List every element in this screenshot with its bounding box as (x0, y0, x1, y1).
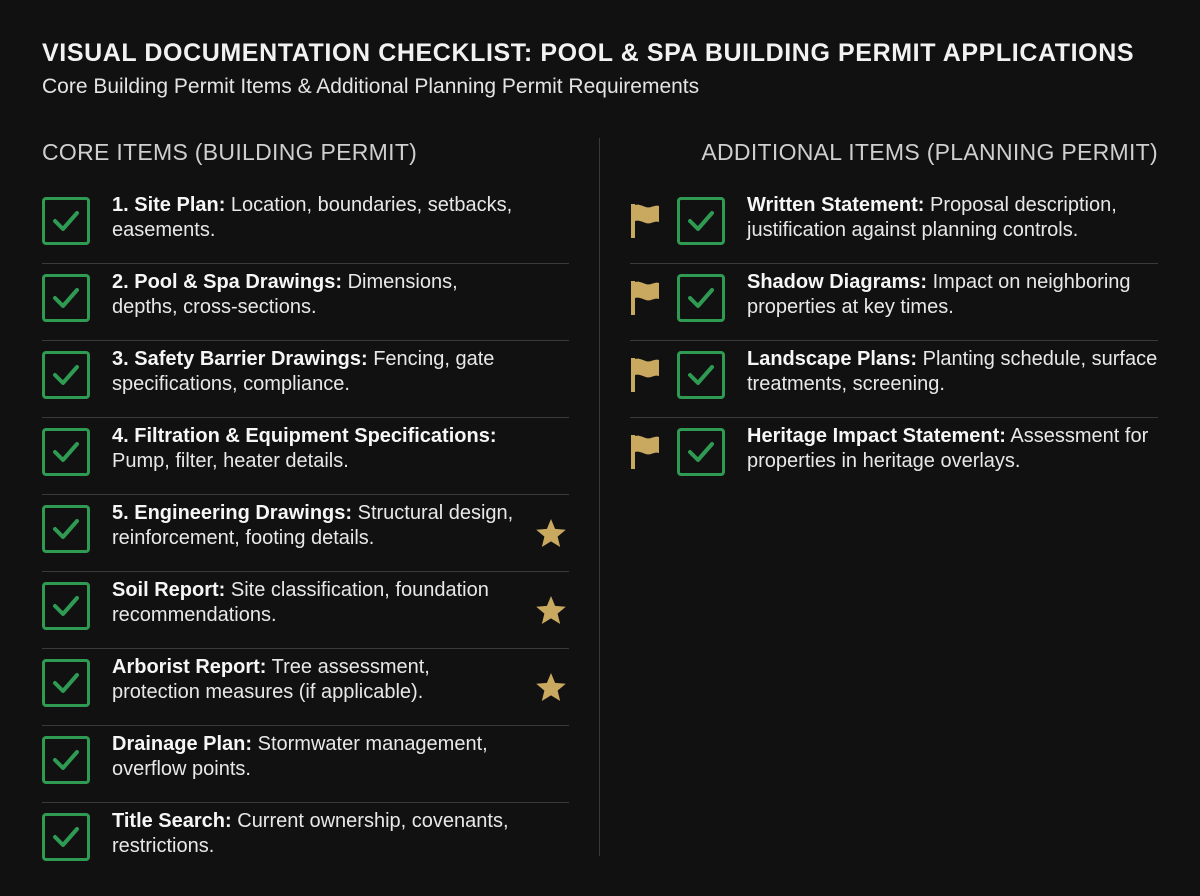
checklist-item (630, 264, 1158, 341)
item-description (747, 270, 1162, 320)
checklist-item (42, 726, 569, 803)
checkbox-checked-icon[interactable] (677, 197, 725, 245)
checklist-item (42, 264, 569, 341)
item-description (112, 732, 522, 782)
additional-items-column (630, 138, 1158, 495)
item-label: 3. Safety Barrier Drawings: (112, 348, 368, 370)
checklist-item (42, 649, 569, 726)
item-description (747, 193, 1162, 243)
item-description (112, 424, 522, 474)
checklist-item (630, 341, 1158, 418)
item-description (112, 809, 522, 859)
item-detail: Impact on neighboring properties at key times. (747, 271, 1131, 318)
item-description (112, 193, 522, 243)
checkbox-checked-icon[interactable] (677, 274, 725, 322)
item-detail: Dimensions, depths, cross-sections. (112, 271, 458, 318)
star-icon (535, 672, 567, 708)
checkbox-checked-icon[interactable] (42, 813, 90, 861)
item-detail: Planting schedule, surface treatments, screening. (747, 348, 1158, 395)
checkbox-checked-icon[interactable] (42, 197, 90, 245)
checklist-item (42, 803, 569, 880)
item-description (112, 501, 522, 551)
flag-icon (630, 434, 660, 475)
checkbox-checked-icon[interactable] (42, 274, 90, 322)
item-label: Written Statement: (747, 194, 925, 216)
star-icon (535, 518, 567, 554)
item-detail: Site classification, foundation recommendations. (112, 579, 489, 626)
item-label: Title Search: (112, 810, 232, 832)
checklist-item (630, 418, 1158, 495)
core-items-heading: CORE ITEMS (BUILDING PERMIT) (42, 139, 418, 165)
checkbox-checked-icon[interactable] (42, 582, 90, 630)
star-icon (535, 595, 567, 631)
checkbox-checked-icon[interactable] (677, 351, 725, 399)
core-items-list (42, 187, 569, 880)
item-detail: Proposal description, justification against planning controls. (747, 194, 1117, 241)
item-detail: Location, boundaries, setbacks, easements. (112, 194, 513, 241)
flag-icon (630, 357, 660, 398)
additional-items-heading: ADDITIONAL ITEMS (PLANNING PERMIT) (701, 139, 1158, 165)
checklist-item (42, 341, 569, 418)
item-description (747, 347, 1162, 397)
item-description (112, 347, 522, 397)
item-description (112, 270, 522, 320)
item-detail: Fencing, gate specifications, compliance. (112, 348, 495, 395)
item-description (112, 578, 522, 628)
core-items-column (42, 138, 569, 880)
page-subtitle: Core Building Permit Items & Additional Planning Permit Requirements (42, 75, 700, 98)
checklist-item (42, 187, 569, 264)
item-detail: Stormwater management, overflow points. (112, 733, 488, 780)
item-label: 2. Pool & Spa Drawings: (112, 271, 343, 293)
checklist-item (42, 418, 569, 495)
flag-icon (630, 280, 660, 321)
item-detail: Tree assessment, protection measures (if applicable). (112, 656, 430, 703)
item-detail: Assessment for properties in heritage overlays. (747, 425, 1149, 472)
item-detail: Structural design, reinforcement, footing details. (112, 502, 514, 549)
item-label: 4. Filtration & Equipment Specifications: (112, 425, 497, 447)
item-label: 1. Site Plan: (112, 194, 226, 216)
item-label: Heritage Impact Statement: (747, 425, 1006, 447)
item-detail: Current ownership, covenants, restrictions. (112, 810, 509, 857)
columns (42, 138, 1158, 858)
item-description (112, 655, 522, 705)
item-label: Shadow Diagrams: (747, 271, 928, 293)
item-label: Drainage Plan: (112, 733, 253, 755)
checkbox-checked-icon[interactable] (42, 659, 90, 707)
checklist-item (630, 187, 1158, 264)
checkbox-checked-icon[interactable] (42, 736, 90, 784)
flag-icon (630, 203, 660, 244)
page-title: VISUAL DOCUMENTATION CHECKLIST: POOL & SPA BUILDING PERMIT APPLICATIONS (42, 39, 1135, 67)
item-description (747, 424, 1162, 474)
item-label: 5. Engineering Drawings: (112, 502, 353, 524)
checklist-item (42, 495, 569, 572)
checkbox-checked-icon[interactable] (677, 428, 725, 476)
item-label: Landscape Plans: (747, 348, 918, 370)
checkbox-checked-icon[interactable] (42, 428, 90, 476)
item-label: Soil Report: (112, 579, 226, 601)
checkbox-checked-icon[interactable] (42, 351, 90, 399)
column-divider (599, 138, 600, 856)
item-label: Arborist Report: (112, 656, 267, 678)
additional-items-list (630, 187, 1158, 495)
checklist-item (42, 572, 569, 649)
item-detail: Pump, filter, heater details. (112, 450, 349, 472)
checkbox-checked-icon[interactable] (42, 505, 90, 553)
